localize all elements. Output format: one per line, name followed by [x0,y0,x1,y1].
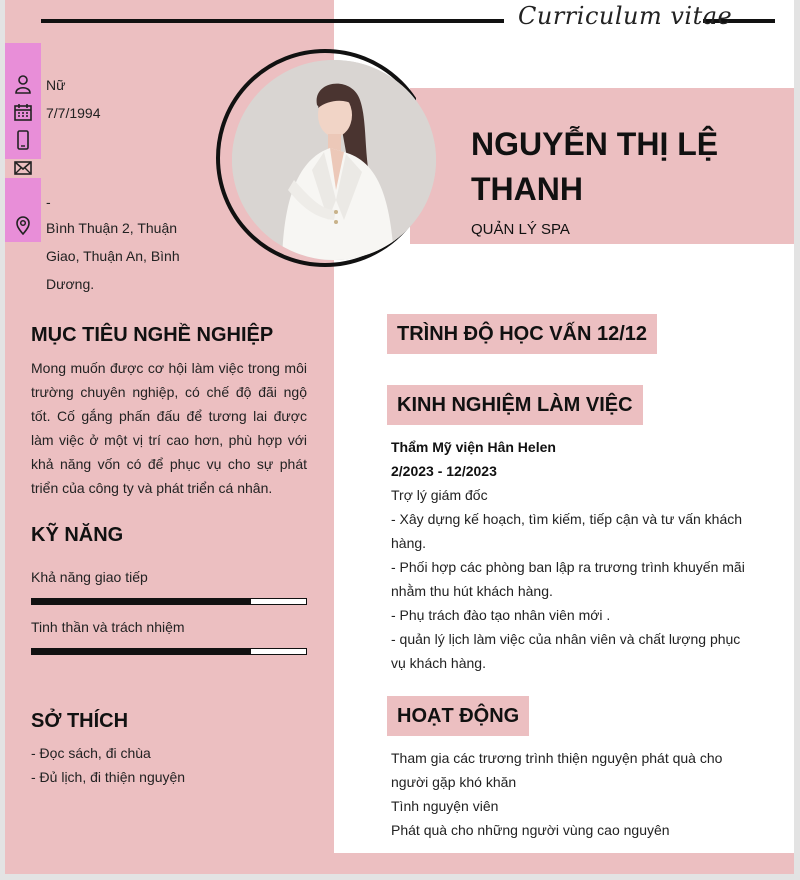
skills-heading: KỸ NĂNG [31,524,124,546]
skill-bar-fill [32,649,251,654]
hobby-item: - Đủ lịch, đi thiện nguyện [31,769,186,785]
experience-position: Trợ lý giám đốc [391,487,488,503]
experience-period: 2/2023 - 12/2023 [391,463,497,479]
person-icon [5,69,41,99]
header-rule-left [41,19,504,23]
experience-duty: - Phối hợp các phòng ban lập ra trương trình khuyến mãi nhằm thu hút khách hàng. [391,559,745,599]
address-dash: - [46,194,51,210]
education-heading: TRÌNH ĐỘ HỌC VẤN 12/12 [387,314,657,354]
address-value: Bình Thuận 2, Thuận Giao, Thuận An, Bình Dương. [46,220,180,292]
skill-bar [31,598,307,605]
skill-bar-fill [32,599,251,604]
mail-icon [5,153,41,183]
activity-item: Tham gia các trương trình thiện nguyện phát quà cho người gặp khó khăn [391,750,723,790]
career-goal-text: Mong muốn được cơ hội làm việc trong môi trường chuyên nghiệp, có chế độ đãi ngộ tốt. Cố gắng phấn đấu để tương lai được làm việc ở một vị trí cao hơn, phù hợp với khả năng vốn có để phục vụ cho sự phát triển của công ty và phát triển cá nhân. [31,360,307,496]
skill-label: Khả năng giao tiếp [31,569,148,585]
gender-value: Nữ [46,77,66,93]
job-role: QUẢN LÝ SPA [471,221,570,238]
bottom-band [334,853,794,874]
activities-heading: HOẠT ĐỘNG [387,696,529,736]
hobby-item: - Đọc sách, đi chùa [31,745,151,761]
experience-company: Thẩm Mỹ viện Hân Helen [391,439,556,455]
portrait-illustration [232,60,436,260]
full-name: NGUYỄN THỊ LỆ THANH [471,126,719,207]
activity-item: Phát quà cho những người vùng cao nguyên [391,822,670,838]
career-goal-heading: MỤC TIÊU NGHỀ NGHIỆP [31,324,274,346]
profile-photo [232,60,436,260]
hobbies-heading: SỞ THÍCH [31,710,129,732]
cv-title: Curriculum vitae [518,2,733,30]
experience-heading: KINH NGHIỆM LÀM VIỆC [387,385,643,425]
phone-icon [5,125,41,155]
location-icon [5,210,41,240]
birthdate-value: 7/7/1994 [46,105,101,121]
experience-duty: - Phụ trách đào tạo nhân viên mới . [391,607,611,623]
skill-bar [31,648,307,655]
activity-item: Tình nguyện viên [391,798,499,814]
calendar-icon [5,97,41,127]
experience-duty: - Xây dựng kế hoạch, tìm kiếm, tiếp cận và tư vấn khách hàng. [391,511,743,551]
skill-label: Tinh thần và trách nhiệm [31,619,185,635]
experience-duty: - quản lý lịch làm việc của nhân viên và chất lượng phục vụ khách hàng. [391,631,741,671]
